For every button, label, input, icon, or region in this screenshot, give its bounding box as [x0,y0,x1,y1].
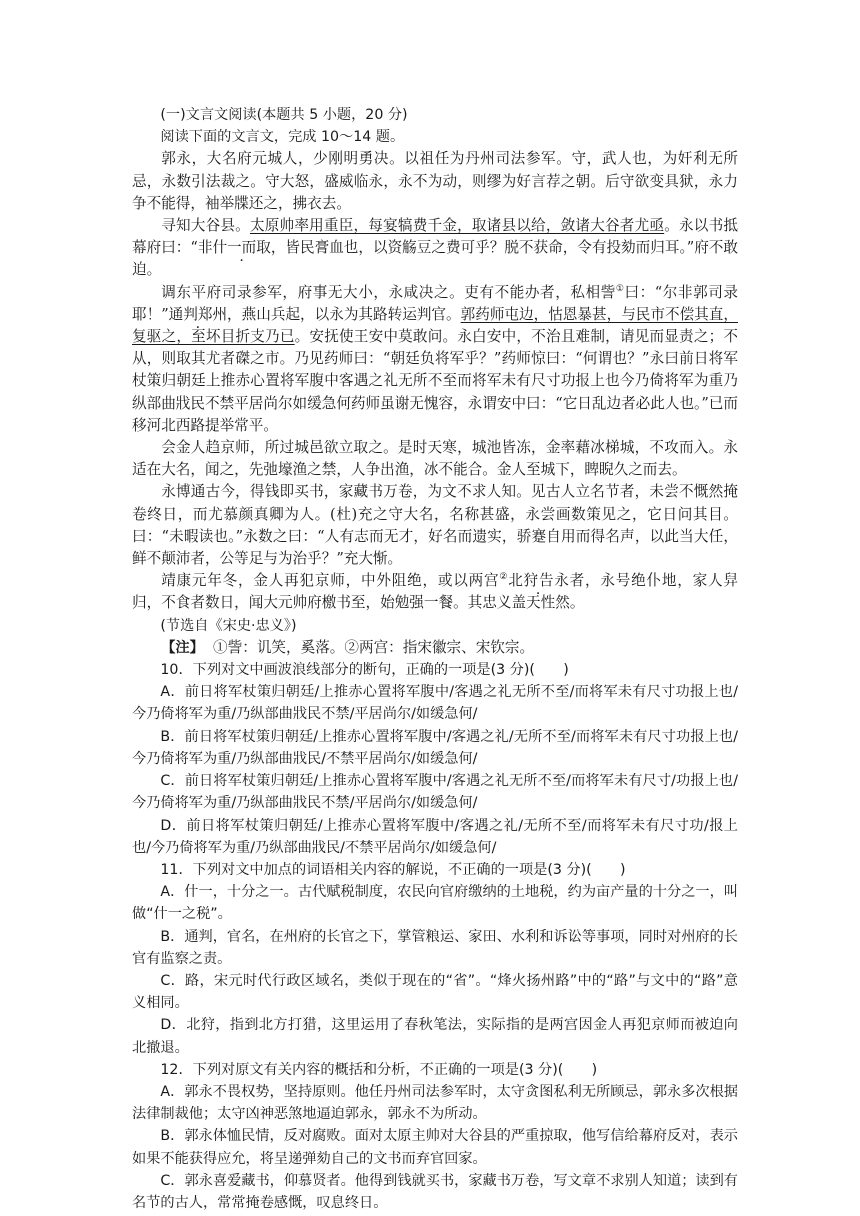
passage-text: 告永者，永号绝仆地，家人舁归，不食者数日，闻大元帅府檄书至，始勉强一餐。其忠义盖天性然。 [132,572,738,612]
section-title: (一)文言文阅读(本题共 5 小题，20 分) [160,107,408,123]
question-12-option-b[interactable]: B．郭永体恤民情，反对腐败。面对太原主帅对大谷县的严重掠取，他写信给幕府反对，表示如果不能获得应允，将呈递弹劾自己的文书而弃官回家。 [132,1128,738,1167]
question-10-option-d[interactable]: D．前日将军杖策归朝廷/上推赤心置将军腹中/客遇之礼/无所不至/而将军未有尺寸功/报上也/今乃倚将军为重/乃纵部曲戕民/不禁平居尚尔/如缓急何/ [132,817,738,856]
question-12-option-c[interactable]: C．郭永喜爱藏书，仰慕贤者。他得到钱就买书，家藏书万卷，写文章不求别人知道；读到有名节的古人，常常掩卷感慨，叹息终日。 [132,1172,738,1211]
dotted-term-tongpan: 通判 [168,305,198,323]
question-10-option-c[interactable]: C．前日将军杖策归朝廷/上推赤心置将军腹中/客遇之礼无所不至/而将军未有尺寸/功报上也/今乃倚将军为重/乃纵部曲戕民不禁/平居尚尔/如缓急何/ [132,773,738,812]
question-11-stem: 11．下列对文中加点的词语相关内容的解说，不正确的一项是(3 分)( ) [160,861,626,878]
passage-source: (节选自《宋史·忠义》) [160,617,297,634]
footnote-marker-2: ② [499,572,509,583]
note-text: ①訾：讥笑，奚落。②两宫：指宋徽宗、宋钦宗。 [213,638,535,656]
underlined-sentence: 太原帅率用重臣，每宴犒费千金，取诸县以给，敛诸大谷者尤亟 [249,217,665,235]
exam-page [132,104,738,1214]
question-11-option-c[interactable]: C．路，宋元时代行政区域名，类似于现在的“省”。“烽火扬州路”中的“路”与文中的“路”意义相同。 [132,972,738,1012]
passage-text: 郑州，燕山兵起，以永为其路转运判官。 [197,305,461,323]
passage-text: 而取，皆民膏血也，以资觞豆之费可乎？脱不获命，令有投劾而归耳。”府不敢迫。 [132,239,738,279]
passage-paragraph-4: 会金人趋京师，所过城邑欲立取之。是时天寒，城池皆冻，金率藉冰梯城，不攻而入。永适在大名，闻之，先弛壕渔之禁，人争出渔，冰不能合。金人至城下，睥睨久之而去。 [132,439,738,479]
dotted-term-beishou: 北狩 [508,572,539,590]
footnote-marker-1: ① [615,283,625,294]
passage-text: 靖康元年冬，金人再犯京师，中外阻绝，或以两宫 [161,572,500,590]
passage-paragraph-3 [132,282,738,437]
question-12-stem: 12．下列对原文有关内容的概括和分析，不正确的一项是(3 分)( ) [160,1061,598,1078]
question-12-option-a[interactable]: A．郭永不畏权势，坚持原则。他任丹州司法参军时，太守贪图私利无所顾忌，郭永多次根据法律制裁他；太守凶神恶煞地逼迫郭永，郭永不为所动。 [132,1083,738,1123]
passage-paragraph-2 [132,215,738,282]
passage-text: 寻知大谷县。 [161,217,250,235]
passage-text: 。安抚使王安中莫敢问。永白安中，不治且难制，请见而显责之；不从，则取其尤者磔之市。乃见药师曰：“朝廷负将军乎？”药师惊曰：“何谓也？”永曰前日将军杖策归朝廷上推赤心置将军腹中客遇之礼无所不至而将军未有尺寸功报上也今乃倚将军为重乃纵部曲戕民不禁平居尚尔如缓急何药师虽谢无愧容，永谓安中曰：“它日乱边者必此人也。”已而移河北西路提举常平。 [132,328,738,434]
passage-text: 曰：“尔非郭司录耶！” [132,283,738,323]
passage-paragraph-5: 永博通古今，得钱即买书，家藏书万卷，为文不求人知。见古人立名节者，未尝不慨然掩卷终日，而尤慕颜真卿为人。(杜)充之守大名，名称甚盛，永尝画数策见之，它日问其目。曰：“未暇读也。”永数之曰：“人有志而无才，好名而遗实，骄蹇自用而得名声，以此当大任，鲜不颠沛者，公等足与为治乎？”充大惭。 [132,483,738,568]
passage-paragraph-6 [132,570,738,614]
question-10-option-b[interactable]: B．前日将军杖策归朝廷/上推赤心置将军腹中/客遇之礼/无所不至/而将军未有尺寸功报上也/今乃倚将军为重/乃纵部曲戕民/不禁平居尚尔/如缓急何/ [132,728,738,767]
question-11-option-d[interactable]: D．北狩，指到北方打猎，这里运用了春秋笔法，实际指的是两宫因金人再犯京师而被迫向北撤退。 [132,1017,738,1056]
dotted-term-shiyi: 什一 [212,239,242,257]
note-label: 【注】 [161,639,204,656]
underlined-sentence: 郭药师屯边，怙恩暴甚，与民市不偿其直，复驱之，至坏目折支乃已 [132,305,738,346]
passage-note [132,637,738,659]
question-10-option-a[interactable]: A．前日将军杖策归朝廷/上推赤心置将军腹中/客遇之礼无所不至/而将军未有尺寸功报上也/今乃倚将军为重/乃纵部曲戕民不禁/平居尚尔/如缓急何/ [132,684,738,723]
question-11-option-b[interactable]: B．通判，官名，在州府的长官之下，掌管粮运、家田、水利和诉讼等事项，同时对州府的长官有监察之责。 [132,928,738,967]
passage-text: 。永以书抵幕府曰：“非 [132,217,738,257]
question-11-option-a[interactable]: A．什一，十分之一。古代赋税制度，农民向官府缴纳的土地税，约为亩产量的十分之一，叫做“什一之税”。 [132,884,738,923]
question-10-stem: 10．下列对文中画波浪线部分的断句，正确的一项是(3 分)( ) [160,662,569,679]
section-instruction: 阅读下面的文言文，完成 10～14 题。 [160,129,405,146]
passage-text: 调东平府司录参军，府事无大小，永咸决之。吏有不能办者，私相訾 [161,283,616,301]
passage-paragraph-1: 郭永，大名府元城人，少刚明勇决。以祖任为丹州司法参军。守，武人也，为奸利无所忌，永数引法裁之。守大怒，盛威临永，永不为动，则缪为好言荐之朝。后守欲变具狱，永力争不能得，袖举牒还之，拂衣去。 [132,150,738,212]
